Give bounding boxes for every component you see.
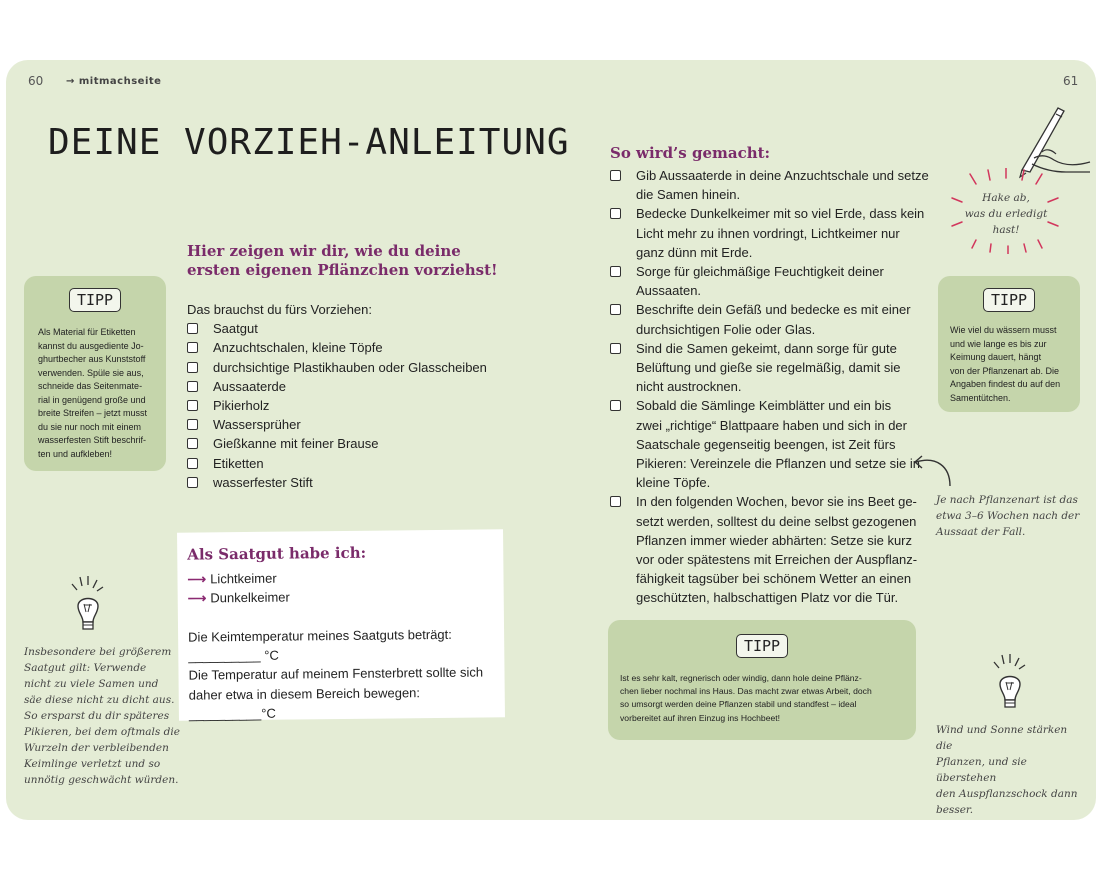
fensterbrett-temperatur-field[interactable]: daher etwa in diesem Bereich bewegen: __________°C: [188, 684, 421, 722]
arrow-right-icon: ⟶: [187, 571, 207, 587]
list-item: wasserfester Stift: [187, 473, 507, 492]
list-item: Saatgut: [187, 319, 507, 338]
steps-list: [610, 166, 930, 608]
option-lichtkeimer: ⟶ Lichtkeimer: [187, 570, 277, 587]
steps-heading: So wird’s gemacht:: [610, 144, 771, 162]
list-item: Sobald die Sämlinge Keimblätter und ein bis zwei „richtige“ Blattpaare haben und sich in der Saatschale gegenseitig beengen, ist Zeit fürs Pikieren: Vereinzele die Pflanzen und setze sie in kleine Töpfe.: [610, 396, 930, 492]
checkbox-icon[interactable]: [187, 458, 198, 469]
checkbox-icon[interactable]: [187, 381, 198, 392]
checkbox-icon[interactable]: [187, 477, 198, 488]
tip-badge: TIPP: [983, 288, 1035, 312]
list-item: Beschrifte dein Gefäß und bedecke es mit einer durchsichtigen Folie oder Glas.: [610, 300, 930, 338]
saatgut-heading: Als Saatgut habe ich:: [187, 543, 367, 564]
tip-box-right: [938, 276, 1080, 412]
tip-text: Als Material für Etiketten kannst du ausgediente Jo- ghurtbecher aus Kunststoff verwenden. Spüle sie aus, schneide das Seitenmate- rial in genügend große und breite Streifen – jetzt musst du sie nur noch mit einem wasserfesten Stift beschrif- ten und aufkleben!: [38, 327, 148, 459]
hake-ab-note: Hake ab, was du erledigt hast!: [964, 192, 1048, 236]
checkbox-icon[interactable]: [187, 362, 198, 373]
list-item: Sind die Samen gekeimt, dann sorge für gute Belüftung und gieße sie regelmäßig, damit sie nicht austrocknen.: [610, 339, 930, 397]
list-item: Aussaaterde: [187, 377, 507, 396]
lightbulb-icon: [64, 574, 108, 636]
steps-section: [610, 166, 930, 608]
needs-list: [187, 319, 507, 492]
checkbox-icon[interactable]: [610, 496, 621, 507]
page-number-left: 60: [28, 74, 44, 88]
page-title: DEINE VORZIEH-ANLEITUNG: [48, 122, 570, 163]
intro-heading-line: Hier zeigen wir dir, wie du deine: [187, 242, 461, 260]
tip-badge: TIPP: [736, 634, 788, 658]
saatgut-options: [187, 566, 497, 608]
needs-section: [187, 300, 507, 492]
list-item: Anzuchtschalen, kleine Töpfe: [187, 338, 507, 357]
intro-heading: [187, 242, 517, 280]
list-item: Pikierholz: [187, 396, 507, 415]
temperature-fields: Die Keimtemperatur meines Saatguts beträgt: __________ °C Die Temperatur auf meinem Fensterbrett sollte sich daher etwa in diesem Bereich bewegen: __________°C: [188, 624, 509, 723]
list-item: Wassersprüher: [187, 415, 507, 434]
list-item: Etiketten: [187, 454, 507, 473]
checkbox-icon[interactable]: [187, 323, 198, 334]
tip-text: Ist es sehr kalt, regnerisch oder windig, dann hole deine Pflänz- chen lieber nochmal ins Haus. Das macht zwar etwas Arbeit, doch so umsorgt werden deine Pflanzen stabil und standfest – ideal vorbereitet auf ihren Einzug ins Hochbeet!: [620, 673, 872, 723]
checkbox-icon[interactable]: [610, 208, 621, 219]
checkbox-icon[interactable]: [187, 342, 198, 353]
checkbox-icon[interactable]: [187, 419, 198, 430]
needs-label: Das brauchst du fürs Vorziehen:: [187, 302, 372, 317]
arrow-right-icon: ⟶: [187, 590, 207, 606]
running-head: → mitmachseite: [66, 76, 162, 87]
list-item: durchsichtige Plastikhauben oder Glasscheiben: [187, 358, 507, 377]
list-item: Gib Aussaaterde in deine Anzuchtschale und setze die Samen hinein.: [610, 166, 930, 204]
side-note-left: Insbesondere bei größerem Saatgut gilt: Verwende nicht zu viele Samen und säe diese nicht zu dicht aus. So ersparst du dir späteres Pikieren, bei dem oftmals die Wurzeln der verbleibenden Keimlinge verletzt und so unnötig geschwächt würden.: [24, 646, 180, 786]
tip-box-left: [24, 276, 166, 471]
book-spread: [6, 60, 1096, 820]
checkbox-icon[interactable]: [610, 266, 621, 277]
checkbox-icon[interactable]: [187, 438, 198, 449]
list-item: Bedecke Dunkelkeimer mit so viel Erde, dass kein Licht mehr zu ihnen vordringt, Lichtkeimer nur ganz dünn mit Erde.: [610, 204, 930, 262]
intro-heading-line: ersten eigenen Pflänzchen vorziehst!: [187, 261, 498, 279]
list-item: Sorge für gleichmäßige Feuchtigkeit deiner Aussaaten.: [610, 262, 930, 300]
lightbulb-icon: [986, 652, 1030, 714]
option-dunkelkeimer: ⟶ Dunkelkeimer: [187, 589, 290, 606]
checkbox-icon[interactable]: [610, 304, 621, 315]
page-number-right: 61: [1063, 74, 1079, 88]
checkbox-icon[interactable]: [610, 170, 621, 181]
checkbox-icon[interactable]: [187, 400, 198, 411]
side-note-right-mid: Je nach Pflanzenart ist das etwa 3–6 Wochen nach der Aussaat der Fall.: [936, 494, 1080, 538]
checkbox-icon[interactable]: [610, 343, 621, 354]
tip-box-bottom: [608, 620, 916, 740]
checkbox-icon[interactable]: [610, 400, 621, 411]
tip-text: Wie viel du wässern musst und wie lange es bis zur Keimung dauert, hängt von der Pflanzenart ab. Die Angaben findest du auf den Samentütchen.: [950, 325, 1061, 403]
curved-arrow-icon: [910, 450, 958, 490]
list-item: Gießkanne mit feiner Brause: [187, 434, 507, 453]
keimtemperatur-field[interactable]: __________ °C: [188, 647, 279, 664]
saatgut-card: [177, 529, 505, 720]
side-note-right-bottom: Wind und Sonne stärken die Pflanzen, und sie überstehen den Auspflanzschock dann besser.: [936, 724, 1078, 816]
tip-badge: TIPP: [69, 288, 121, 312]
list-item: In den folgenden Wochen, bevor sie ins Beet ge- setzt werden, solltest du deine selbst gezogenen Pflanzen immer wieder abhärten: Setze sie kurz vor oder spätestens mit Erreichen der Auspflanz- fähigkeit tagsüber bei schönem Wetter an einen geschützten, halbschattigen Platz vor die Tür.: [610, 492, 930, 607]
